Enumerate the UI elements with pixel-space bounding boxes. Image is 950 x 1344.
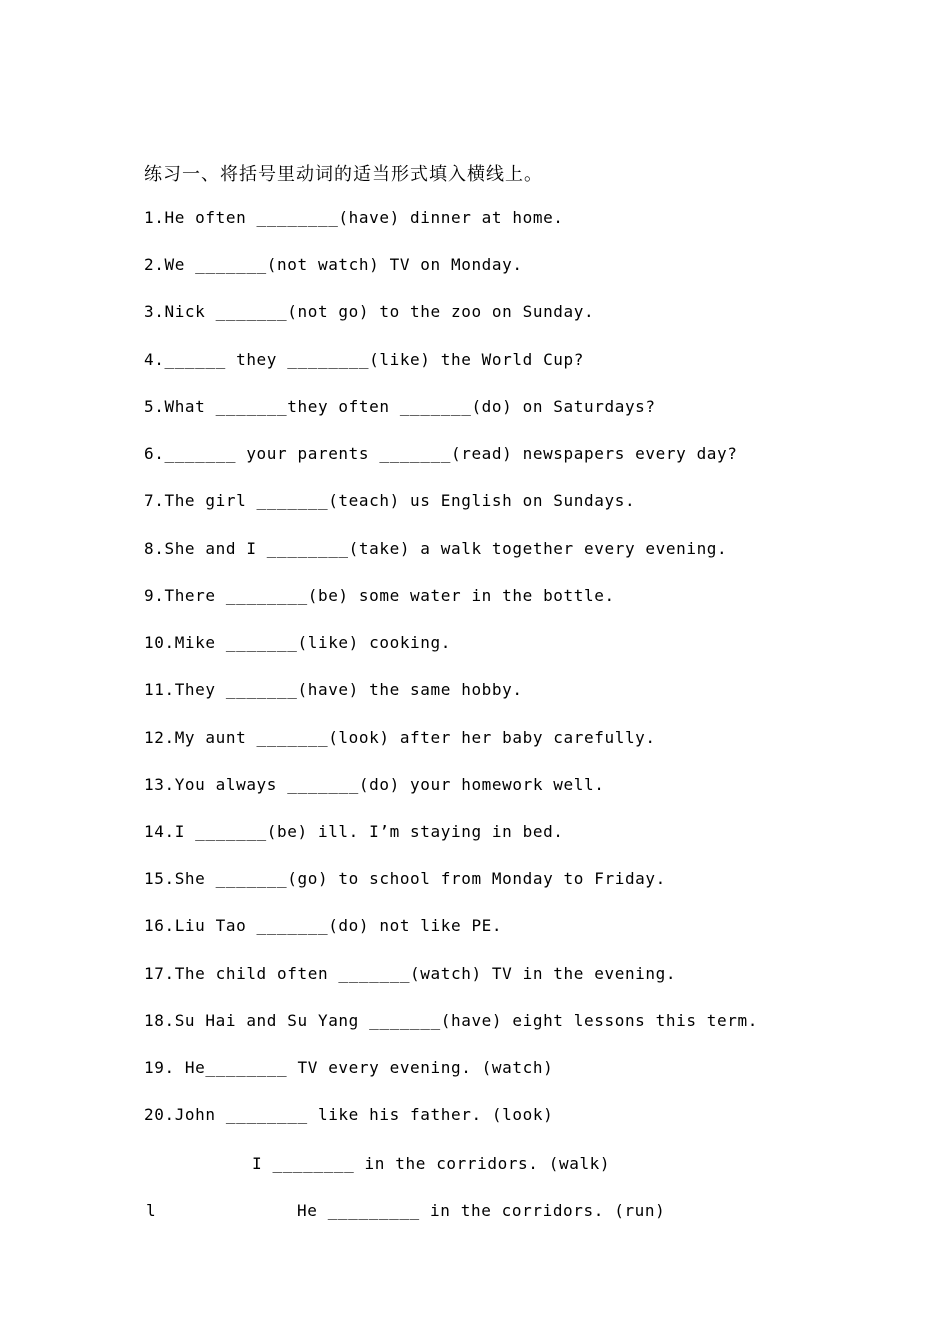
exercise-item: 13.You always _______(do) your homework well. [144, 775, 605, 794]
exercise-item: 16.Liu Tao _______(do) not like PE. [144, 916, 503, 935]
exercise-item: 8.She and I ________(take) a walk together every evening. [144, 539, 728, 558]
exercise-item: 10.Mike _______(like) cooking. [144, 633, 451, 652]
exercise-item: 15.She _______(go) to school from Monday to Friday. [144, 869, 666, 888]
extra-exercise-line: I ________ in the corridors. (walk) [252, 1154, 611, 1173]
exercise-item: 20.John ________ like his father. (look) [144, 1105, 554, 1124]
exercise-item: 2.We _______(not watch) TV on Monday. [144, 255, 523, 274]
exercise-item: 5.What _______they often _______(do) on Saturdays? [144, 397, 656, 416]
exercise-item: 4.______ they ________(like) the World Cup? [144, 350, 585, 369]
exercise-item: 3.Nick _______(not go) to the zoo on Sunday. [144, 302, 595, 321]
exercise-item: 9.There ________(be) some water in the bottle. [144, 586, 615, 605]
exercise-heading: 练习一、将括号里动词的适当形式填入横线上。 [144, 164, 543, 185]
exercise-item: 12.My aunt _______(look) after her baby carefully. [144, 728, 656, 747]
exercise-item: 6._______ your parents _______(read) newspapers every day? [144, 444, 738, 463]
exercise-item: 17.The child often _______(watch) TV in the evening. [144, 964, 677, 983]
exercise-item: 14.I _______(be) ill. I’m staying in bed. [144, 822, 564, 841]
exercise-item: 11.They _______(have) the same hobby. [144, 680, 523, 699]
extra-line-marker: l [146, 1201, 156, 1220]
exercise-item: 1.He often ________(have) dinner at home. [144, 208, 564, 227]
exercise-item: 19. He________ TV every evening. (watch) [144, 1058, 554, 1077]
extra-exercise-line: He _________ in the corridors. (run) [297, 1201, 666, 1220]
exercise-item: 18.Su Hai and Su Yang _______(have) eight lessons this term. [144, 1011, 758, 1030]
exercise-item: 7.The girl _______(teach) us English on Sundays. [144, 491, 636, 510]
